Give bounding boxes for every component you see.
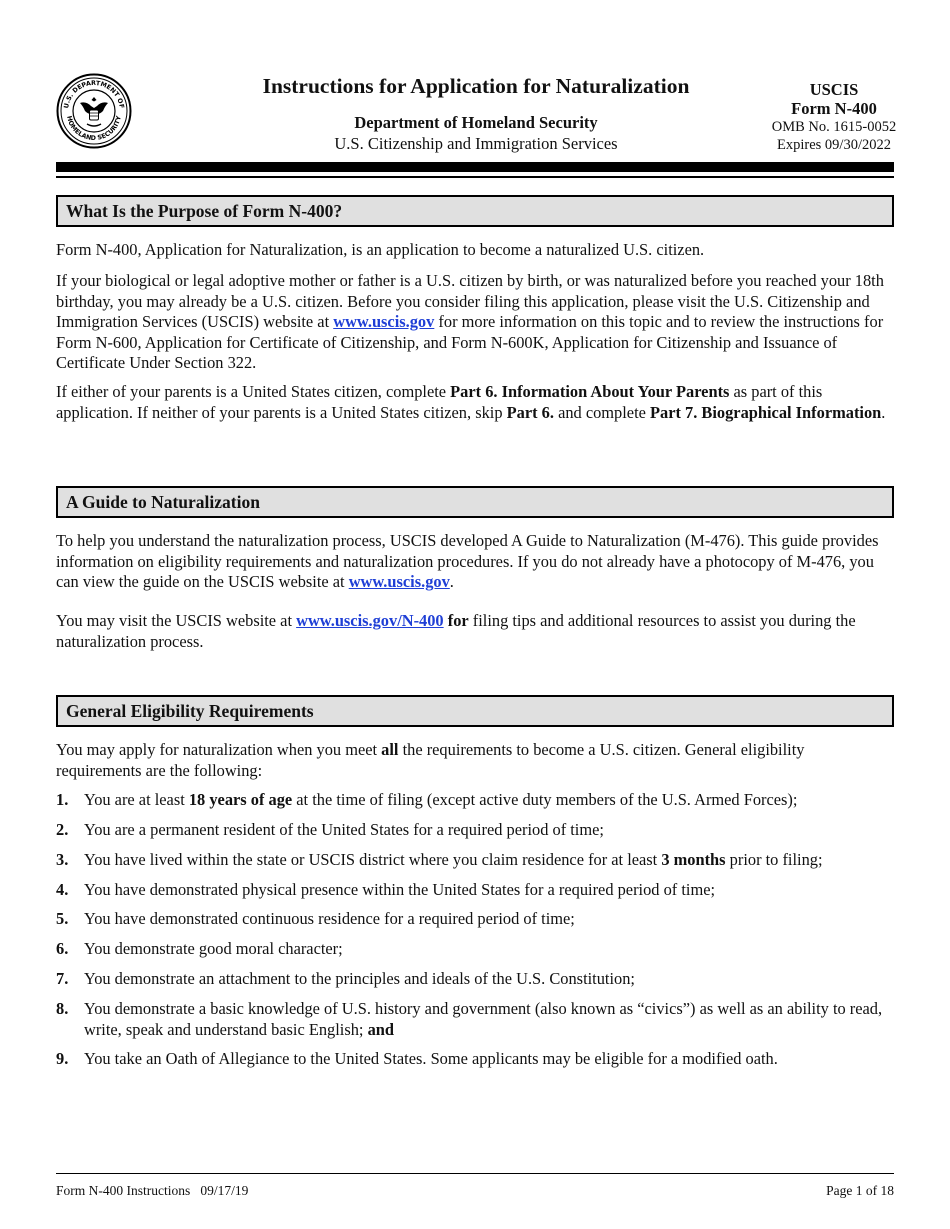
list-number: 4. (56, 880, 69, 899)
item-bold: 18 years of age (188, 790, 293, 809)
item-text: You demonstrate an attachment to the principles and ideals of the U.S. Constitution; (84, 969, 635, 988)
purpose-paragraph-2 (56, 271, 894, 374)
item-text: You have demonstrated physical presence within the United States for a required period of time; (84, 880, 716, 899)
item-text: You take an Oath of Allegiance to the United States. Some applicants may be eligible for a modified oath. (84, 1049, 778, 1068)
section-heading-text: A Guide to Naturalization (66, 492, 260, 512)
list-number: 3. (56, 850, 69, 869)
item-text: at the time of filing (except active duty members of the U.S. Armed Forces); (292, 790, 798, 809)
header-divider-thick (56, 162, 894, 172)
list-number: 9. (56, 1049, 69, 1068)
paragraph-text: To help you understand the naturalization process, USCIS developed A Guide to Naturalization (M-476). This guide provides information on eligibility requirements and naturalization procedures. If you do not already have a photocopy of M-476, you can view the guide on the USCIS website at (56, 531, 879, 592)
list-text (84, 820, 894, 841)
item-text: You are a permanent resident of the United States for a required period of time; (84, 820, 604, 839)
page-title: Instructions for Application for Naturalization (262, 74, 690, 98)
list-text (84, 999, 894, 1040)
uscis-n400-link[interactable]: www.uscis.gov/N-400 (296, 611, 444, 630)
paragraph-text: and complete (553, 402, 650, 422)
section-heading-purpose (56, 195, 894, 227)
uscis-website-link[interactable]: www.uscis.gov (333, 312, 435, 332)
list-number: 5. (56, 909, 69, 928)
list-text (84, 969, 894, 990)
footer-form-version: Form N-400 Instructions 09/17/19 (56, 1183, 249, 1198)
list-number: 1. (56, 790, 69, 809)
guide-paragraph-2 (56, 611, 894, 652)
list-number: 7. (56, 969, 69, 988)
item-text: You demonstrate good moral character; (84, 939, 343, 958)
paragraph-text: . (449, 572, 454, 592)
paragraph-text: the requirements to become a U.S. citizen. General eligibility requirements are the following: (56, 740, 805, 780)
header-titles (196, 72, 756, 155)
agency-short: USCIS (809, 80, 859, 99)
uscis-website-link[interactable]: www.uscis.gov (348, 572, 450, 592)
paragraph-text: for more information on this topic and to review the instructions for Form N-600, Application for Certificate of Citizenship, and Form N-600K, Application for Citizenship and Issuance of Certificate Under Section 322. (56, 312, 884, 373)
bold-text: all (381, 740, 399, 759)
guide-paragraph-1 (56, 531, 894, 593)
list-text (84, 880, 894, 901)
list-number: 6. (56, 939, 69, 958)
dhs-seal-logo (56, 73, 132, 149)
svg-text:U.S. DEPARTMENT OF: U.S. DEPARTMENT OF (63, 79, 125, 109)
eligibility-intro (56, 740, 894, 781)
paragraph-text: as part of this application. If neither of your parents is a United States citizen, skip (56, 382, 823, 422)
list-text (84, 939, 894, 960)
seal-icon (56, 73, 132, 149)
paragraph-text: . (881, 402, 886, 422)
paragraph-text: filing tips and additional resources to assist you during the naturalization process. (56, 611, 856, 651)
list-text (84, 790, 894, 811)
list-number: 2. (56, 820, 69, 839)
list-text (84, 909, 894, 930)
list-number: 8. (56, 999, 69, 1018)
footer-divider (56, 1173, 894, 1174)
form-id-block (756, 80, 912, 154)
list-text (84, 1049, 894, 1070)
section-heading-text: What Is the Purpose of Form N-400? (66, 201, 343, 221)
section-heading-text: General Eligibility Requirements (66, 701, 314, 721)
part-7-reference: Part 7. Biographical Information (650, 402, 882, 422)
part-6-reference: Part 6. Information About Your Parents (450, 382, 730, 401)
item-text: You are at least (84, 790, 189, 809)
paragraph-text: You may apply for naturalization when you meet (56, 740, 382, 759)
document-page (56, 0, 897, 1229)
footer-page-number: Page 1 of 18 (826, 1183, 894, 1198)
item-text: prior to filing; (725, 850, 823, 869)
agency-name: U.S. Citizenship and Immigration Services (334, 134, 618, 153)
paragraph-text: If your biological or legal adoptive mother or father is a U.S. citizen by birth, or was naturalized before you reached your 18th birthday, you may already be a U.S. citizen. Before you consider filing this application, please visit the U.S. Citizenship and Immigration Services (USCIS) website at (56, 271, 884, 332)
section-heading-eligibility (56, 695, 894, 727)
svg-text:HOMELAND SECURITY: HOMELAND SECURITY (65, 115, 123, 143)
department-name: Department of Homeland Security (354, 113, 598, 132)
purpose-paragraph-1: Form N-400, Application for Naturalization, is an application to become a naturalized U.S. citizen. (56, 240, 705, 259)
omb-number: OMB No. 1615-0052 (771, 119, 897, 135)
section-heading-guide (56, 486, 894, 518)
item-text: You demonstrate a basic knowledge of U.S. history and government (also known as “civics”) as well as an ability to read, write, speak and understand basic English; (84, 999, 883, 1039)
bold-text: for (443, 611, 469, 630)
purpose-paragraph-3 (56, 382, 894, 423)
list-text (84, 850, 894, 871)
header-divider-thin (56, 176, 894, 178)
paragraph-text: You may visit the USCIS website at (56, 611, 297, 630)
item-bold: and (367, 1019, 395, 1039)
item-bold: 3 months (661, 850, 726, 869)
paragraph-text: If either of your parents is a United States citizen, complete (56, 382, 451, 401)
part-6-reference: Part 6. (506, 402, 554, 422)
expiration-date: Expires 09/30/2022 (777, 137, 891, 153)
item-text: You have lived within the state or USCIS district where you claim residence for at least (84, 850, 662, 869)
form-number: Form N-400 (791, 99, 877, 118)
item-text: You have demonstrated continuous residence for a required period of time; (84, 909, 575, 928)
